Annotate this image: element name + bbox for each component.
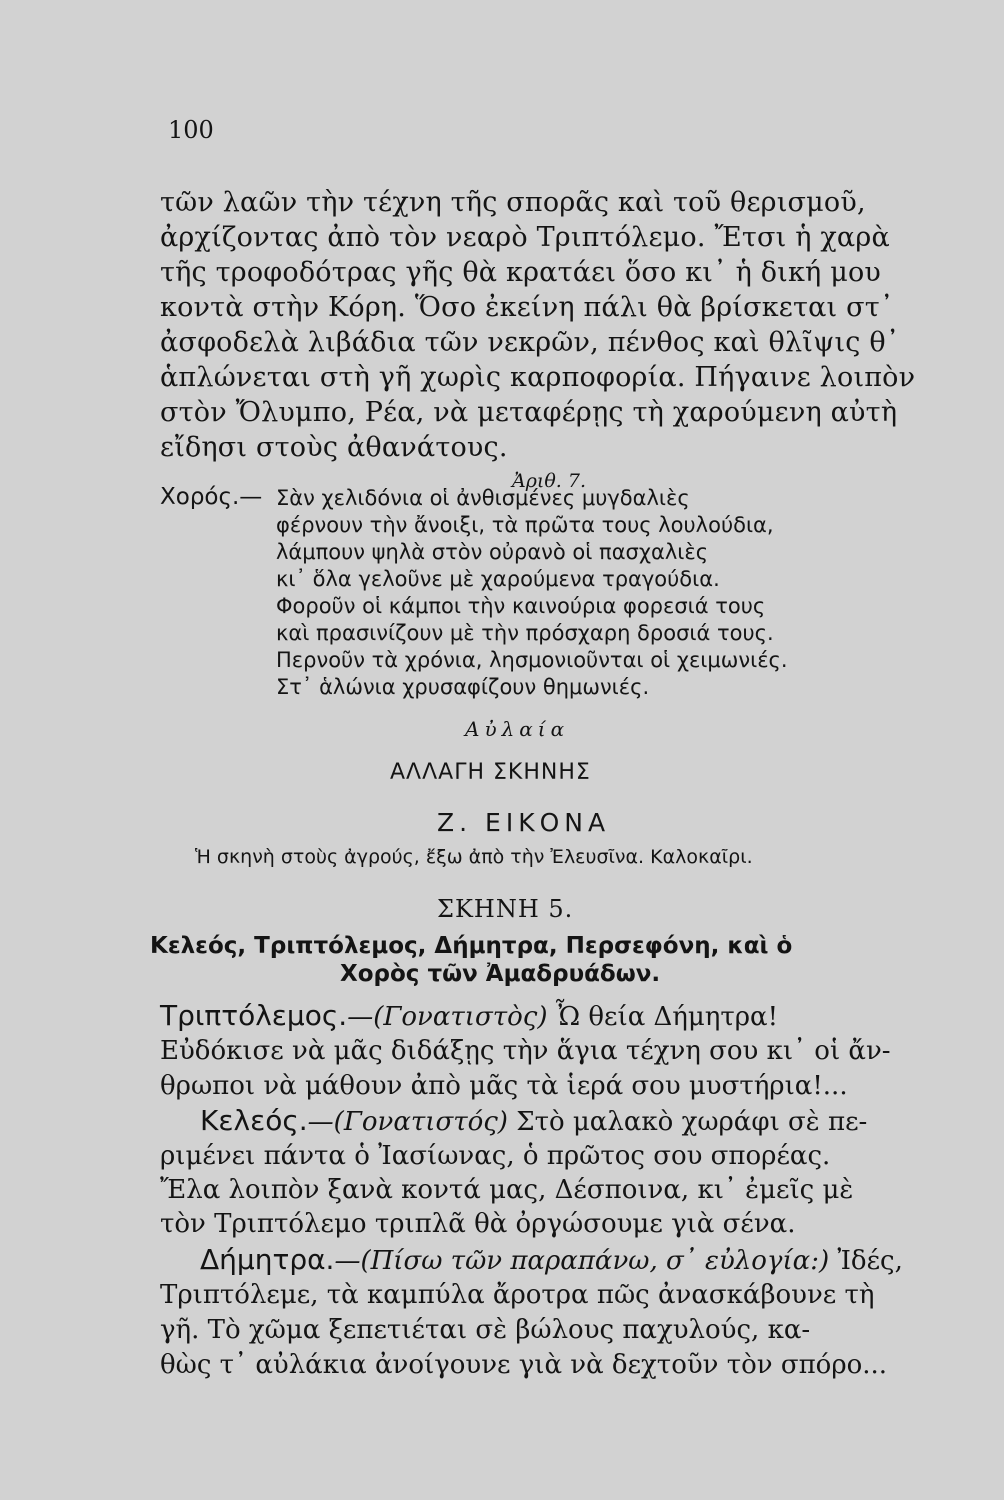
tableau-heading: Ζ. ΕΙΚΟΝΑ (437, 808, 611, 837)
dialogue-line: τὸν Τριπτόλεμο τριπλᾶ θὰ ὀργώσουμε γιὰ σένα. (160, 1209, 796, 1239)
prose-line: τῶν λαῶν τὴν τέχνη τῆς σπορᾶς καὶ τοῦ θερισμοῦ, (160, 187, 866, 218)
stage-direction: —(Πίσω τῶν παραπάνω, σ᾿ εὐλογία:) (334, 1246, 830, 1276)
chorus-line: Σὰν χελιδόνια οἱ ἀνθισμένες μυγδαλιὲς (276, 486, 690, 510)
stage-direction: —(Γονατιστός) (307, 1107, 508, 1137)
dialogue-line: Εὐδόκισε νὰ μᾶς διδάξῃς τὴν ἅγια τέχνη σου κι᾿ οἱ ἄν- (160, 1036, 891, 1066)
curtain-direction: Αὐλαία (465, 717, 570, 741)
dialogue-line: θὼς τ᾿ αὐλάκια ἀνοίγουνε γιὰ νὰ δεχτοῦν τὸν σπόρο... (160, 1350, 888, 1380)
page-number: 100 (168, 116, 214, 144)
dialogue-line (160, 999, 778, 1034)
prose-line: εἴδησι στοὺς ἀθανάτους. (160, 432, 508, 463)
dialogue-text: Στὸ μαλακὸ χωράφι σὲ πε- (516, 1107, 868, 1137)
dialogue-line (200, 1243, 903, 1278)
prose-line: κοντὰ στὴν Κόρη. Ὅσο ἐκείνη πάλι θὰ βρίσκεται στ᾿ (160, 292, 894, 323)
chorus-line: καὶ πρασινίζουν μὲ τὴν πρόσχαρη δροσιά τους. (276, 621, 774, 645)
dialogue-line: Ἔλα λοιπὸν ξανὰ κοντά μας, Δέσποινα, κι᾿ ἐμεῖς μὲ (160, 1175, 854, 1205)
chorus-line: Στ᾿ ἁλώνια χρυσαφίζουν θημωνιές. (276, 675, 650, 699)
chorus-line: λάμπουν ψηλὰ στὸν οὐρανὸ οἱ πασχαλιὲς (276, 540, 709, 564)
cast-line: Χορὸς τῶν Ἀμαδρυάδων. (340, 961, 661, 987)
music-reference: Ἀριθ. 7. (512, 470, 586, 492)
prose-line: ἀσφοδελὰ λιβάδια τῶν νεκρῶν, πένθος καὶ θλῖψις θ᾿ (160, 327, 900, 358)
dialogue-line: ριμένει πάντα ὁ Ἰασίωνας, ὁ πρῶτος σου σπορέας. (160, 1141, 831, 1171)
dialogue-line: Τριπτόλεμε, τὰ καμπύλα ἄροτρα πῶς ἀνασκάβουνε τὴ (160, 1280, 875, 1310)
prose-line: στὸν Ὄλυμπο, Ρέα, νὰ μεταφέρῃς τὴ χαρούμενη αὐτὴ (160, 397, 898, 428)
speaker-name: Τριπτόλεμος. (160, 999, 348, 1032)
dialogue-text: Ἰδές, (837, 1246, 903, 1276)
prose-line: ἀρχίζοντας ἀπὸ τὸν νεαρὸ Τριπτόλεμο. Ἔτσι ἡ χαρὰ (160, 222, 890, 253)
chorus-speaker: Χορός.— (160, 484, 263, 510)
dialogue-text: Ὦ θεία Δήμητρα! (555, 1002, 779, 1032)
dialogue-line: γῆ. Τὸ χῶμα ξεπετιέται σὲ βώλους παχυλούς, κα- (160, 1315, 811, 1345)
speaker-name: Κελεός. (200, 1104, 308, 1137)
chorus-line: Περνοῦν τὰ χρόνια, λησμονιοῦνται οἱ χειμωνιές. (276, 648, 788, 672)
cast-line: Κελεός, Τριπτόλεμος, Δήμητρα, Περσεφόνη, καὶ ὁ (150, 933, 793, 959)
dialogue-line (200, 1104, 867, 1139)
prose-line: τῆς τροφοδότρας γῆς θὰ κρατάει ὅσο κι᾿ ἡ δική μου (160, 257, 882, 288)
setting-description: Ἡ σκηνὴ στοὺς ἀγρούς, ἔξω ἀπὸ τὴν Ἐλευσῖνα. Καλοκαῖρι. (195, 846, 753, 868)
prose-line: ἁπλώνεται στὴ γῆ χωρὶς καρποφορία. Πήγαινε λοιπὸν (160, 362, 916, 393)
scene-number: ΣΚΗΝΗ 5. (437, 895, 574, 923)
chorus-line: φέρνουν τὴν ἄνοιξι, τὰ πρῶτα τους λουλούδια, (276, 513, 774, 537)
stage-direction: —(Γονατιστὸς) (347, 1002, 548, 1032)
chorus-line: Φοροῦν οἱ κάμποι τὴν καινούρια φορεσιά τους (276, 594, 766, 618)
speaker-name: Δήμητρα. (200, 1243, 335, 1276)
chorus-line: κι᾿ ὅλα γελοῦνε μὲ χαρούμενα τραγούδια. (276, 567, 720, 591)
scene-change-heading: ΑΛΛΑΓΗ ΣΚΗΝΗΣ (390, 760, 591, 785)
dialogue-line: θρωποι νὰ μάθουν ἀπὸ μᾶς τὰ ἱερά σου μυστήρια!... (160, 1071, 848, 1101)
